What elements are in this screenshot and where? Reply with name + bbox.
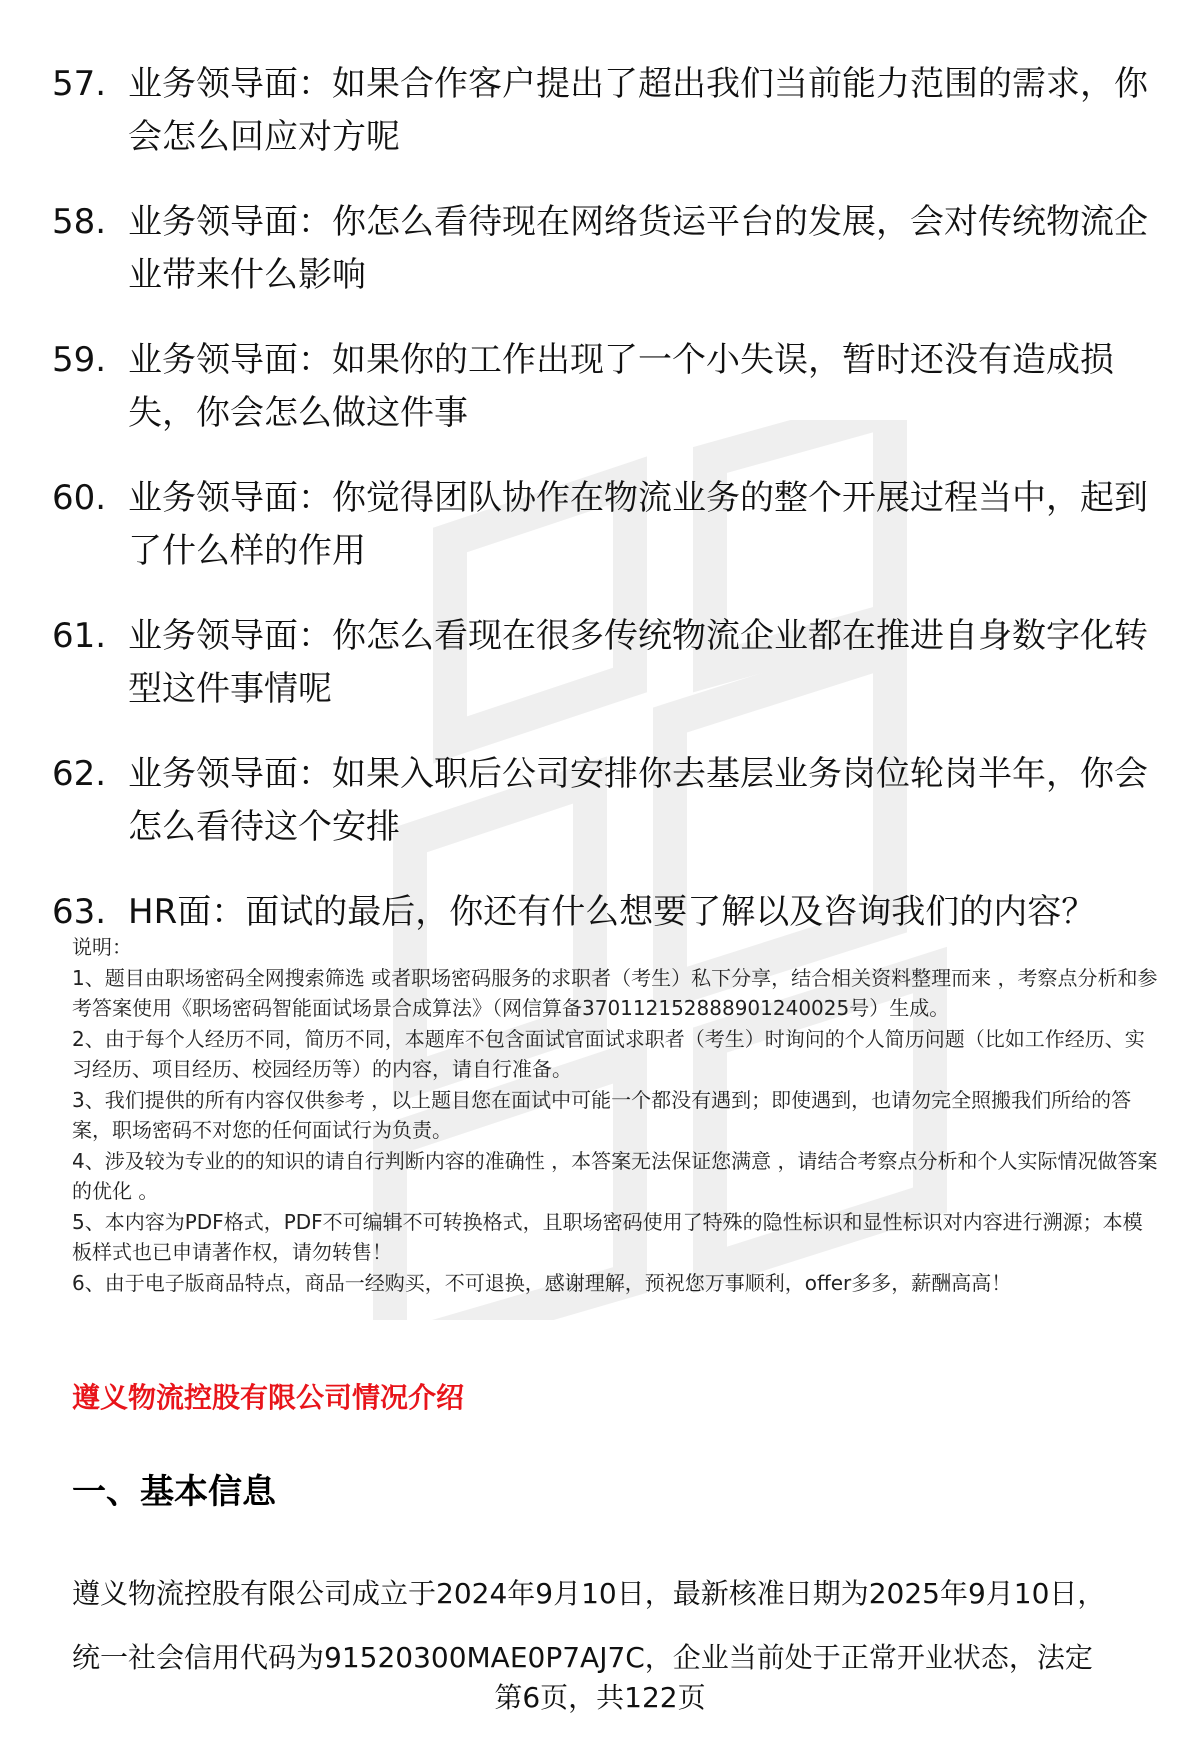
question-item bbox=[52, 58, 1152, 164]
question-number: 60. bbox=[52, 478, 107, 518]
question-number: 58. bbox=[52, 202, 107, 242]
question-item bbox=[52, 472, 1152, 578]
question-number: 59. bbox=[52, 340, 107, 380]
question-text: 业务领导面：如果你的工作出现了一个小失误，暂时还没有造成损失，你会怎么做这件事 bbox=[128, 340, 1114, 433]
question-text: 业务领导面：你怎么看现在很多传统物流企业都在推进自身数字化转型这件事情呢 bbox=[128, 616, 1148, 709]
question-list bbox=[52, 58, 1152, 971]
company-title: 遵义物流控股有限公司情况介绍 bbox=[72, 1381, 465, 1414]
note-item: 5、本内容为PDF格式，PDF不可编辑不可转换格式，且职场密码使用了特殊的隐性标识和显性标识对内容进行溯源；本模板样式也已申请著作权，请勿转售！ bbox=[72, 1209, 1143, 1264]
question-item bbox=[52, 748, 1152, 854]
question-text: 业务领导面：如果合作客户提出了超出我们当前能力范围的需求，你会怎么回应对方呢 bbox=[128, 64, 1148, 157]
question-number: 62. bbox=[52, 754, 107, 794]
company-info-body bbox=[72, 1562, 1162, 1690]
question-item bbox=[52, 334, 1152, 440]
note-item: 6、由于电子版商品特点，商品一经购买，不可退换，感谢理解，预祝您万事顺利，offer多多，薪酬高高！ bbox=[72, 1270, 1012, 1295]
section-heading: 一、基本信息 bbox=[72, 1472, 276, 1512]
body-line: 统一社会信用代码为91520300MAE0P7AJ7C，企业当前处于正常开业状态，法定 bbox=[72, 1641, 1093, 1674]
question-item bbox=[52, 610, 1152, 716]
note-item: 3、我们提供的所有内容仅供参考 ，以上题目您在面试中可能一个都没有遇到；即使遇到，也请勿完全照搬我们所给的答案，职场密码不对您的任何面试行为负责。 bbox=[72, 1087, 1132, 1142]
question-text: 业务领导面：如果入职后公司安排你去基层业务岗位轮岗半年，你会怎么看待这个安排 bbox=[128, 754, 1148, 847]
note-item: 1、题目由职场密码全网搜索筛选 或者职场密码服务的求职者（考生）私下分享，结合相关资料整理而来 ，考察点分析和参考答案使用《职场密码智能面试场景合成算法》（网信算备370112152888901240025号）生成。 bbox=[72, 965, 1158, 1020]
question-text: HR面：面试的最后，你还有什么想要了解以及咨询我们的内容？ bbox=[128, 892, 1096, 932]
note-item: 2、由于每个人经历不同，简历不同，本题库不包含面试官面试求职者（考生）时询问的个人简历问题（比如工作经历、实习经历、项目经历、校园经历等）的内容，请自行准备。 bbox=[72, 1026, 1145, 1081]
body-line: 遵义物流控股有限公司成立于2024年9月10日，最新核准日期为2025年9月10日， bbox=[72, 1577, 1106, 1610]
page-footer: 第6页，共122页 bbox=[494, 1681, 706, 1714]
question-number: 57. bbox=[52, 64, 107, 104]
note-item: 4、涉及较为专业的的知识的请自行判断内容的准确性 ，本答案无法保证您满意 ，请结合考察点分析和个人实际情况做答案的优化 。 bbox=[72, 1148, 1158, 1203]
notes-title: 说明： bbox=[72, 935, 132, 959]
question-item bbox=[52, 196, 1152, 302]
question-text: 业务领导面：你怎么看待现在网络货运平台的发展，会对传统物流企业带来什么影响 bbox=[128, 202, 1148, 295]
question-number: 63. bbox=[52, 892, 107, 932]
question-text: 业务领导面：你觉得团队协作在物流业务的整个开展过程当中，起到了什么样的作用 bbox=[128, 478, 1148, 571]
disclaimer-notes bbox=[72, 932, 1162, 1298]
question-number: 61. bbox=[52, 616, 107, 656]
